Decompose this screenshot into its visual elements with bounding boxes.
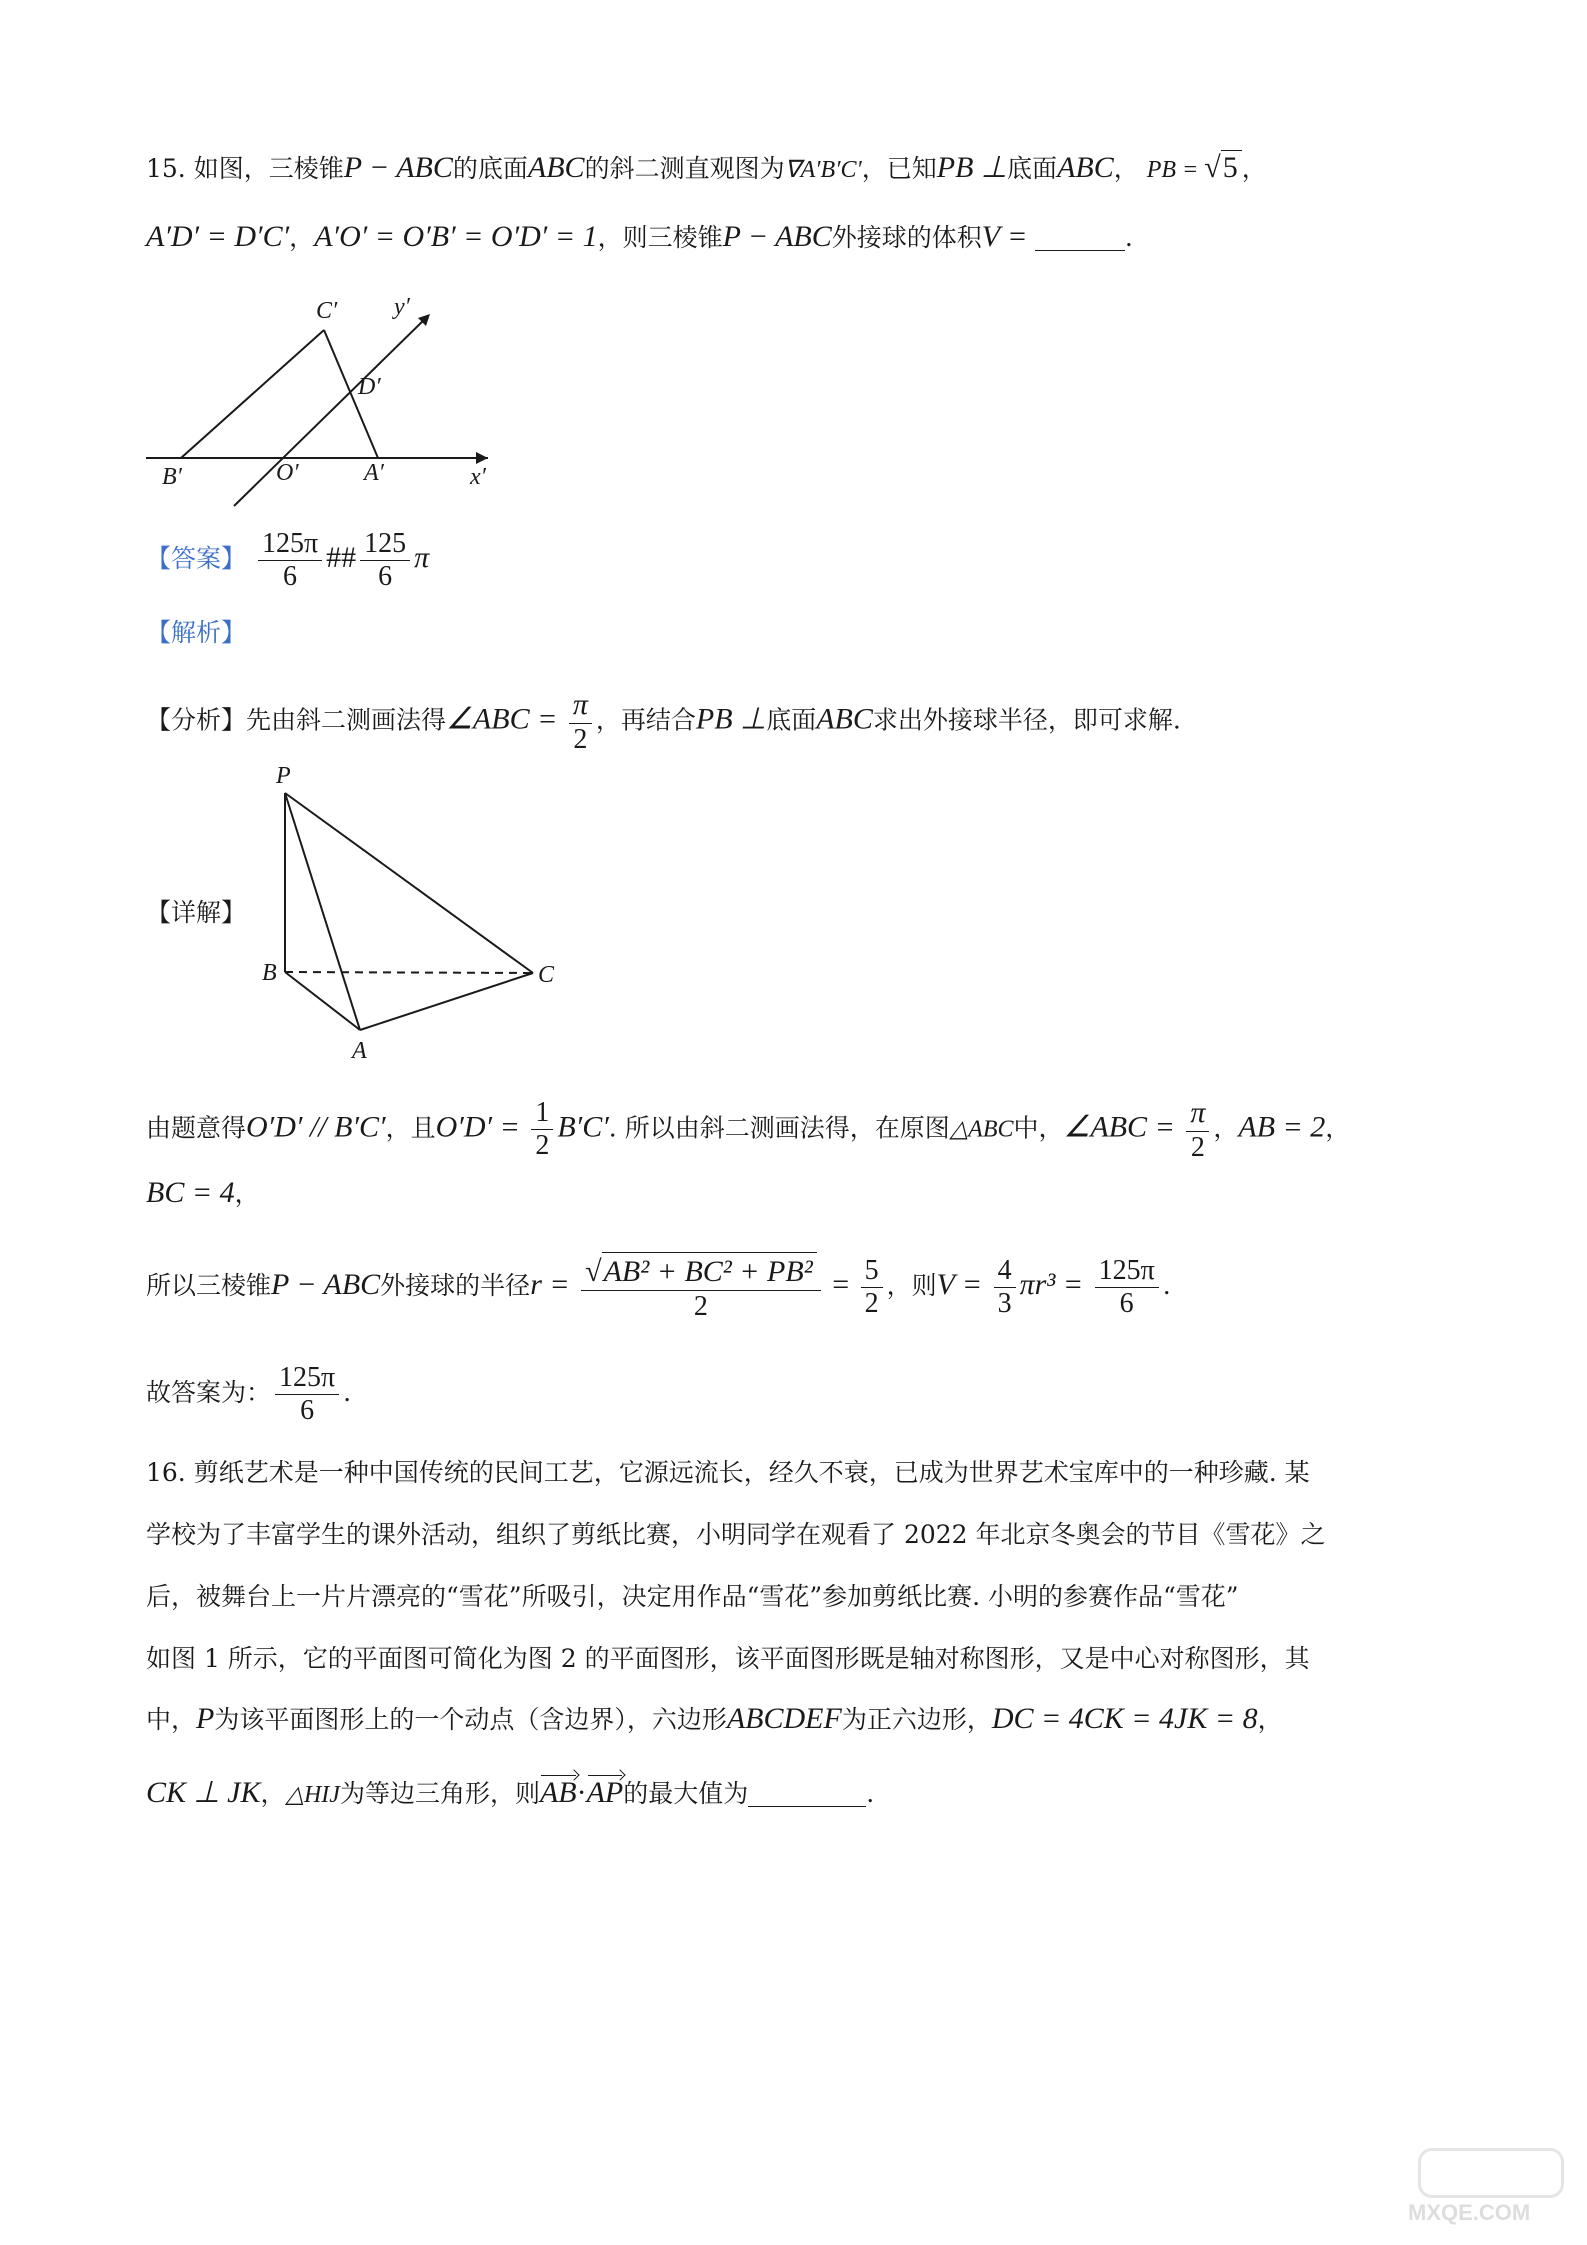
math-pi-r3: πr³ = (1019, 1267, 1091, 1301)
q15-text: ， (1113, 154, 1139, 183)
label-c: C′ (316, 298, 338, 324)
math-bc: B′C′ (557, 1110, 609, 1144)
q15-text: ，则三棱锥 (597, 223, 723, 252)
q15-text: 的底面 (452, 154, 528, 183)
q16-line-2: 学校为了丰富学生的课外活动，组织了剪纸比赛，小明同学在观看了 2022 年北京冬奥会的节目《雪花》之 (146, 1520, 1326, 1549)
solution-text: . (343, 1378, 352, 1408)
solution-line-4 (146, 1362, 351, 1427)
solution-line-1 (146, 1096, 1350, 1164)
solution-text: 所以三棱锥 (146, 1270, 272, 1300)
answer-pi: π (414, 541, 430, 575)
frac-den: 2 (1190, 1131, 1205, 1163)
analysis-heading: 【解析】 (146, 618, 247, 647)
q16-text: 为等边三角形，则 (339, 1779, 540, 1808)
math-triangle: ∇A′B′C′ (784, 157, 862, 183)
label-o: O′ (276, 460, 299, 486)
math-ab: AB = 2 (1238, 1110, 1326, 1144)
frac-num: 125π (275, 1362, 339, 1395)
edge-bc-hidden (285, 972, 533, 973)
solution-text: 中， (1013, 1113, 1064, 1143)
q15-text: 外接球的体积 (831, 223, 982, 252)
q16-text: . (866, 1779, 875, 1808)
q15-text: ， (289, 223, 315, 252)
q16-line-1: 16. 剪纸艺术是一种中国传统的民间工艺，它源远流长，经久不衰，已成为世界艺术宝库中的一种珍藏. 某 (146, 1458, 1310, 1487)
math-bc-eq: BC = 4 (146, 1176, 235, 1209)
frac-den: 2 (693, 1290, 708, 1322)
q16-text: 为正六边形， (841, 1705, 992, 1734)
math-r-eq: r = (530, 1267, 578, 1301)
math-abc: ABC (527, 151, 585, 184)
frac-num: 125π (258, 528, 322, 561)
math-hexagon: ABCDEF (726, 1702, 842, 1735)
math-od-eq: O′D′ = (435, 1110, 528, 1144)
q15-text: ，已知 (861, 154, 937, 183)
math-pabc: P − ABC (271, 1267, 381, 1301)
solution-text: ，则 (886, 1270, 937, 1300)
frac-den: 6 (300, 1395, 315, 1427)
solution-text: 故答案为： (146, 1378, 272, 1408)
frac-num: 1 (531, 1097, 553, 1130)
q16-text: ， (260, 1779, 286, 1808)
math-pabc: P − ABC (343, 151, 453, 184)
watermark (1408, 2148, 1568, 2228)
math-pabc: P − ABC (722, 220, 832, 253)
math-angle: ∠ABC = (1063, 1110, 1183, 1144)
answer-tag: 【答案】 (146, 544, 247, 574)
four-third-fraction (994, 1255, 1016, 1320)
label-x: x′ (470, 464, 486, 490)
math-ck-perp: CK ⊥ JK (146, 1776, 261, 1809)
answer-separator: ## (326, 541, 357, 575)
math-abc: ABC (816, 702, 873, 736)
solution-text: ， (1325, 1113, 1351, 1143)
math-ao-ob-od: A′O′ = O′B′ = O′D′ = 1 (314, 220, 598, 253)
frac-num: √AB² + BC² + PB² (581, 1252, 821, 1291)
math-root: AB² + BC² + PB² (602, 1252, 817, 1290)
frac-num: π (1186, 1096, 1209, 1132)
analysis-tag: 【分析】 (146, 705, 247, 735)
edge-pa (285, 793, 360, 1030)
label-a: A (352, 1038, 367, 1064)
solution-line-3 (146, 1252, 1171, 1323)
solution-text: 外接球的半径 (380, 1270, 531, 1300)
math-angle: ∠ABC = (446, 702, 565, 736)
edge-ac (360, 973, 533, 1030)
label-p: P (276, 763, 291, 789)
radius-fraction (581, 1252, 821, 1323)
q15-line-1: 15. 如图，三棱锥P − ABC的底面ABC的斜二测直观图为∇A′B′C′，已知PB ⊥底面ABC， PB = √5 ， (146, 151, 1267, 184)
q15-text: . (1124, 223, 1133, 252)
label-b: B (262, 960, 277, 986)
frac-num: 125π (1095, 1255, 1159, 1288)
math-pb-perp: PB ⊥ (695, 702, 767, 736)
half-fraction (531, 1097, 553, 1162)
solution-text: 由题意得 (146, 1113, 247, 1143)
vector-ab: AB (539, 1776, 577, 1809)
angle-fraction (1186, 1096, 1209, 1164)
frac-num: 4 (994, 1255, 1016, 1288)
solution-text: ， (234, 1179, 260, 1208)
label-b: B′ (162, 464, 182, 490)
frac-den: 2 (573, 723, 588, 755)
math-pb-perp: PB ⊥ (936, 151, 1008, 184)
frac-num: 125 (360, 528, 410, 561)
q15-number: 15. (146, 154, 186, 183)
solution-text: ， (1213, 1113, 1239, 1143)
q16-text: 的最大值为 (623, 1779, 749, 1808)
analysis-text: 求出外接球半径，即可求解. (872, 705, 1181, 735)
vector-ap: AP (586, 1776, 624, 1809)
detail-tag: 【详解】 (146, 898, 247, 927)
q16-line-3: 后，被舞台上一片片漂亮的“雪花”所吸引，决定用作品“雪花”参加剪纸比赛. 小明的参赛作品“雪花” (146, 1582, 1239, 1611)
math-v-eq: V = (981, 220, 1035, 253)
solution-text: . (1162, 1270, 1171, 1300)
label-y: y′ (394, 294, 410, 320)
frac-den: 6 (1119, 1287, 1134, 1319)
edge-pc (285, 793, 533, 973)
math-dot: · (576, 1776, 587, 1809)
frac-num: π (569, 688, 592, 724)
frac-den: 6 (283, 561, 298, 593)
label-d: D′ (358, 374, 381, 400)
q15-text: ， (1241, 154, 1267, 183)
answer-blank (748, 1781, 866, 1807)
watermark-url: MXQE.COM (1408, 2200, 1531, 2225)
math-eq: = (824, 1267, 857, 1301)
q15-text: 的斜二测直观图为 (584, 154, 785, 183)
math-ad-dc: A′D′ = D′C′ (146, 220, 290, 253)
q15-text: 如图，三棱锥 (193, 154, 344, 183)
q15-text: 底面 (1007, 154, 1058, 183)
math-v-eq: V = (936, 1267, 990, 1301)
math-parallel: O′D′ // B′C′ (246, 1110, 386, 1144)
edge-ba (285, 972, 360, 1030)
math-triangle: △HIJ (285, 1782, 340, 1808)
q16-line-5 (146, 1704, 1283, 1734)
frac-den: 6 (378, 561, 393, 593)
math-triangle: △ABC (949, 1116, 1014, 1143)
q16-text: ， (1257, 1705, 1283, 1734)
math-dc-eq: DC = 4CK = 4JK = 8 (991, 1702, 1258, 1735)
q16-line-6 (146, 1778, 874, 1808)
frac-den: 2 (535, 1130, 550, 1162)
watermark-logo (1418, 2148, 1564, 2198)
math-pb-eq: PB = (1146, 157, 1205, 183)
math-abc: ABC (1057, 151, 1114, 184)
analysis-text: 底面 (766, 705, 817, 735)
volume-fraction (1095, 1255, 1159, 1320)
math-sqrt5: 5 (1221, 150, 1242, 183)
frac-den: 2 (864, 1287, 879, 1319)
math-p: P (196, 1702, 215, 1735)
label-a: A′ (364, 460, 384, 486)
solution-line-2 (146, 1178, 260, 1208)
five-half-fraction (861, 1255, 883, 1320)
solution-text: ，且 (385, 1113, 436, 1143)
analysis-text: ，再结合 (595, 705, 696, 735)
q16-text: 中， (146, 1705, 197, 1734)
q16-line-4: 如图 1 所示，它的平面图可简化为图 2 的平面图形，该平面图形既是轴对称图形，又是中心对称图形，其 (146, 1644, 1310, 1673)
label-c: C (538, 962, 555, 988)
analysis-text: 先由斜二测画法得 (246, 705, 447, 735)
solution-text: . 所以由斜二测画法得，在原图 (608, 1113, 950, 1143)
q16-text: 为该平面图形上的一个动点（含边界），六边形 (214, 1705, 727, 1734)
frac-den: 3 (997, 1287, 1012, 1319)
final-fraction (275, 1362, 339, 1427)
frac-num: 5 (861, 1255, 883, 1288)
